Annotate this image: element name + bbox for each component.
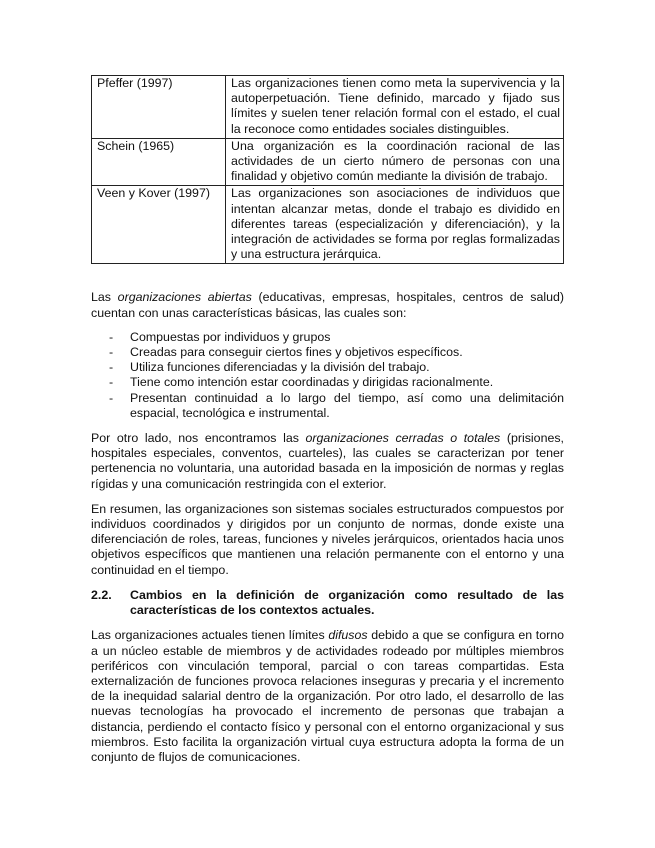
section-title: Cambios en la definición de organización como resultado de las características de los contextos actuales. (130, 587, 564, 618)
list-dash: - (109, 345, 114, 360)
emphasis-text: organizaciones abiertas (117, 290, 252, 305)
author-cell: Schein (1965) (92, 138, 226, 186)
paragraph-text: Por otro lado, nos encontramos las (91, 431, 306, 446)
list-dash: - (109, 390, 114, 405)
paragraph-text: debido a que se configura en torno a un núcleo estable de miembros y de actividades rodeado por múltiples miembros periféricos con vinculación temporal, parcial o con tareas compartidas. Esta externalización de funciones provoca relaciones inseguras y precaria y el incremento de la inequidad salarial dentro de la organización. Por otro lado, el desarrollo de las nuevas tecnologías ha provocado el incremento de personas que trabajan a distancia, perdiendo el contacto físico y personal con el entorno organizacional y sus miembros. Esto facilita la organización virtual cuya estructura adopta la forma de un conjunto de flujos de comunicaciones. (91, 628, 565, 764)
paragraph-text: Las organizaciones actuales tienen límites (91, 628, 329, 643)
author-cell: Pfeffer (1997) (92, 76, 226, 139)
list-item (91, 375, 564, 390)
list-item-text: Compuestas por individuos y grupos (130, 329, 331, 344)
author-cell: Veen y Kover (1997) (92, 186, 226, 264)
paragraph-text: Las (91, 290, 118, 305)
list-item-text: Creadas para conseguir ciertos fines y objetivos específicos. (130, 345, 463, 360)
definitions-table (91, 75, 564, 264)
list-item (91, 360, 564, 375)
list-dash: - (109, 329, 114, 344)
section-heading (91, 588, 564, 618)
list-item (91, 391, 564, 421)
list-item (91, 345, 564, 360)
document-page (91, 75, 564, 765)
definition-cell: Una organización es la coordinación racional de las actividades de un cierto número de personas con una finalidad y objetivo común mediante la división de trabajo. (226, 138, 564, 186)
list-item-text: Presentan continuidad a lo largo del tiempo, así como una delimitación espacial, tecnológica e instrumental. (130, 390, 564, 420)
table-row (92, 186, 564, 264)
emphasis-text: organizaciones cerradas o totales (305, 431, 501, 446)
paragraph-open-organizations (91, 290, 564, 320)
list-dash: - (109, 375, 114, 390)
list-item (91, 330, 564, 345)
paragraph-summary: En resumen, las organizaciones son sistemas sociales estructurados compuestos por individuos coordinados y dirigidos por un conjunto de normas, donde existe una diferenciación de roles, tareas, funciones y niveles jerárquicos, orientados hacia unos objetivos específicos que mantienen una relación permanente con el entorno y una continuidad en el tiempo. (91, 501, 564, 577)
definition-cell: Las organizaciones son asociaciones de individuos que intentan alcanzar metas, donde el trabajo es dividido en diferentes tareas (especialización y diferenciación), y la integración de actividades se forma por reglas formalizadas y una estructura jerárquica. (226, 186, 564, 264)
emphasis-text: difusos (328, 628, 368, 643)
section-number: 2.2. (91, 587, 112, 602)
paragraph-text: (prisiones, hospitales especiales, conventos, cuarteles), las cuales se caracterizan por tener pertenencia no voluntaria, una autoridad basada en la imposición de normas y reglas rígidas y una comunicación restringida con el exterior. (91, 431, 564, 491)
table-row (92, 76, 564, 139)
list-item-text: Utiliza funciones diferenciadas y la división del trabajo. (130, 360, 430, 375)
list-dash: - (109, 360, 114, 375)
paragraph-text: (educativas, empresas, hospitales, centros de salud) cuentan con unas características básicas, las cuales son: (91, 290, 564, 320)
definition-cell: Las organizaciones tienen como meta la supervivencia y la autoperpetuación. Tiene definido, marcado y fijado sus límites y suelen tener relación formal con el estado, el cual la reconoce como entidades sociales distinguibles. (226, 76, 564, 139)
table-row (92, 138, 564, 186)
list-item-text: Tiene como intención estar coordinadas y dirigidas racionalmente. (130, 375, 494, 390)
characteristics-list (91, 330, 564, 421)
paragraph-current-organizations (91, 628, 564, 765)
paragraph-closed-organizations (91, 431, 564, 492)
